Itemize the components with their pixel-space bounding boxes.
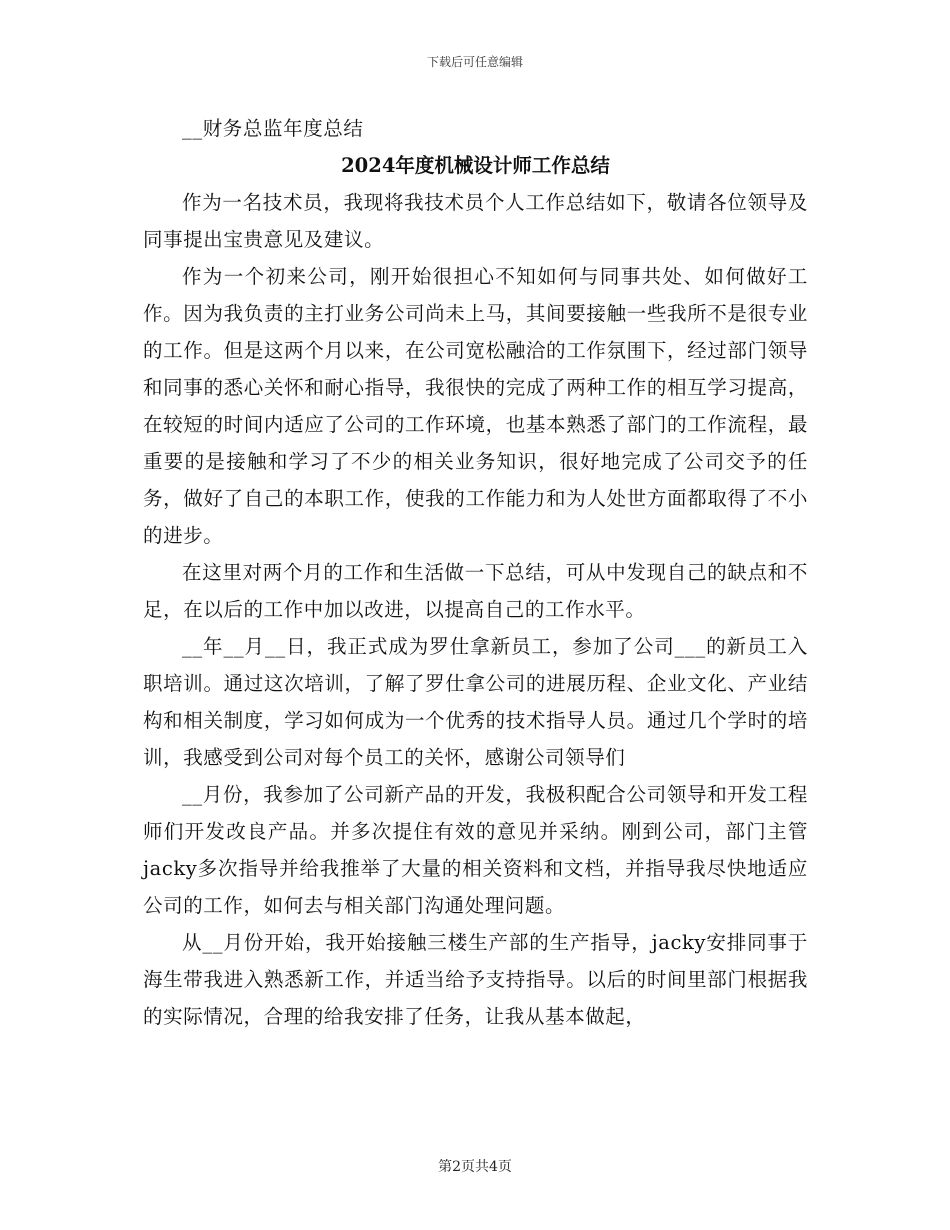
document-body	[143, 110, 808, 1035]
paragraph-4: __年__月__日，我正式成为罗仕拿新员工，参加了公司___的新员工入职培训。通过这次培训，了解了罗仕拿公司的进展历程、企业文化、产业结构和相关制度，学习如何成为一个优秀的技术指导人员。通过几个学时的培训，我感受到公司对每个员工的关怀，感谢公司领导们	[143, 635, 808, 769]
paragraph-3: 在这里对两个月的工作和生活做一下总结，可从中发现自己的缺点和不足，在以后的工作中加以改进，以提高自己的工作水平。	[143, 561, 808, 621]
document-title: 2024年度机械设计师工作总结	[341, 154, 610, 177]
page-header: 下载后可任意编辑	[426, 55, 523, 69]
paragraph-5: __月份，我参加了公司新产品的开发，我极积配合公司领导和开发工程师们开发改良产品。并多次提住有效的意见并采纳。刚到公司，部门主管jacky多次指导并给我推举了大量的相关资料和文档，并指导我尽快地适应公司的工作，如何去与相关部门沟通处理问题。	[143, 783, 808, 917]
paragraph-6: 从__月份开始，我开始接触三楼生产部的生产指导，jacky安排同事于海生带我进入熟悉新工作，并适当给予支持指导。以后的时间里部门根据我的实际情况，合理的给我安排了任务，让我从基本做起，	[143, 931, 808, 1028]
page-number: 第2页共4页	[438, 1159, 512, 1175]
heading-line: __财务总监年度总结	[182, 117, 364, 140]
paragraph-1: 作为一名技术员，我现将我技术员个人工作总结如下，敬请各位领导及同事提出宝贵意见及建议。	[143, 191, 808, 251]
paragraph-2: 作为一个初来公司，刚开始很担心不知如何与同事共处、如何做好工作。因为我负责的主打业务公司尚未上马，其间要接触一些我所不是很专业的工作。但是这两个月以来，在公司宽松融洽的工作氛围下，经过部门领导和同事的悉心关怀和耐心指导，我很快的完成了两种工作的相互学习提高，在较短的时间内适应了公司的工作环境，也基本熟悉了部门的工作流程，最重要的是接触和学习了不少的相关业务知识，很好地完成了公司交予的任务，做好了自己的本职工作，使我的工作能力和为人处世方面都取得了不小的进步。	[143, 265, 808, 547]
